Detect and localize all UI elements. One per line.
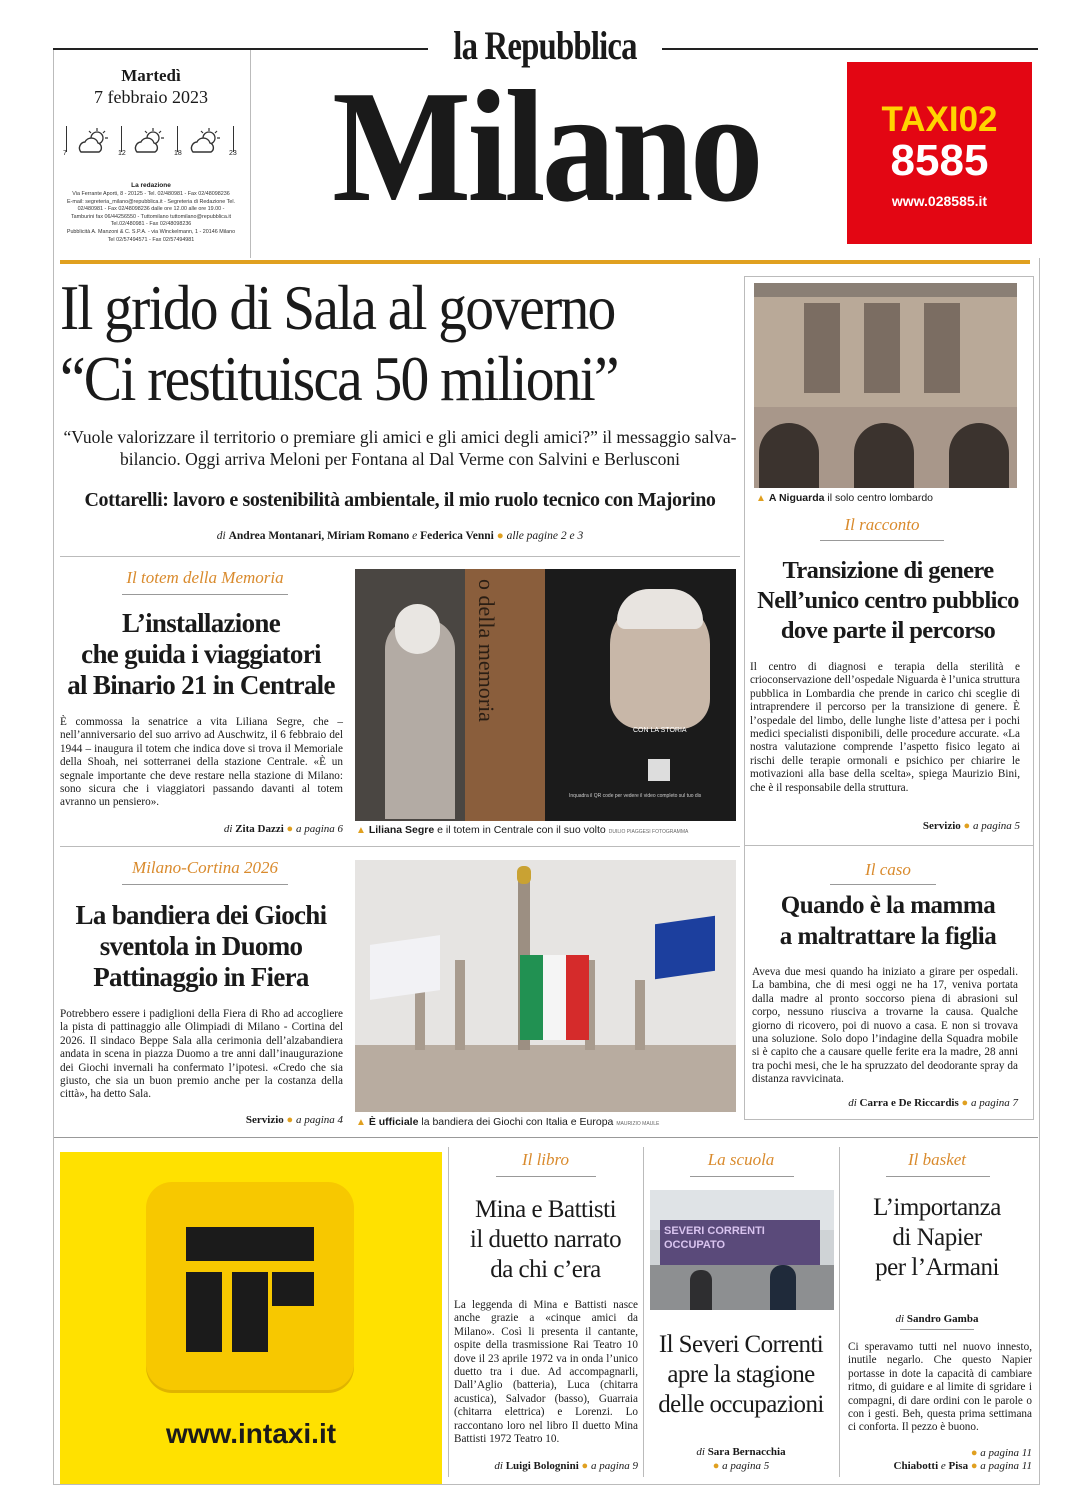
photo-cathedral-base — [355, 1045, 736, 1112]
divider — [744, 845, 1034, 846]
sig-prefix: di — [895, 1313, 905, 1325]
photo-banner-text: SEVERI CORRENTI OCCUPATO — [664, 1225, 765, 1251]
caption-triangle-icon: ▲ — [756, 493, 766, 504]
headline-line: per l’Armani — [875, 1254, 999, 1281]
temp-high: 23 — [229, 150, 237, 157]
redazione-line: Tel.02/480981 - Fax 02/48098236 — [110, 221, 192, 228]
redazione-line: 02/480981 - Fax 02/48098236 dalle ore 12.00 alle ore 19.00 - — [77, 206, 225, 213]
basket-body: Ci speravamo tutti nel nuovo innesto, inutile negarlo. Che questo Napier portasse in dote la capacità di cambiare ritmo, di guidare e al limite di sgridare i compagni, di dare ordini con le parole o con i gesti. Beh, questa prima settimana ci conforta. Il pezzo è buono. — [848, 1341, 1032, 1434]
redazione-line: Tel 02/57494571 - Fax 02/57494981 — [107, 236, 195, 243]
sig-prefix: di — [223, 823, 233, 835]
sig-page: a pagina 11 — [980, 1460, 1032, 1472]
intaxi-url: www.intaxi.it — [165, 1418, 337, 1449]
memoria-photo — [355, 569, 736, 821]
caption-bold: Liliana Segre — [368, 824, 435, 836]
bullet-dot: ● — [970, 1447, 978, 1459]
photo-totem-text: o della memoria — [474, 579, 499, 722]
headline-line: delle occupazioni — [658, 1391, 824, 1418]
photo-person — [690, 1270, 712, 1310]
lead-byline — [60, 530, 740, 542]
caso-signature — [752, 1097, 1018, 1109]
divider — [53, 1137, 1038, 1138]
caption-triangle-icon: ▲ — [356, 825, 366, 836]
sig-author: Zita Dazzi — [235, 823, 284, 835]
redazione-line: Via Ferrante Aporti, 8 - 20125 - Tel. 02/480981 - Fax 02/48098236 — [72, 191, 230, 197]
sig-page: a pagina 11 — [980, 1447, 1032, 1459]
kicker-underline — [496, 1176, 596, 1177]
weather-divider — [177, 126, 178, 152]
logo-stem — [232, 1272, 268, 1352]
headline-line: di Napier — [892, 1224, 982, 1251]
cortina-caption — [356, 1116, 736, 1128]
sig-author: Chiabotti — [893, 1460, 939, 1472]
headline-line: apre la stagione — [667, 1361, 815, 1388]
italian-flag-white — [543, 955, 566, 1040]
redazione-info — [55, 191, 247, 244]
byline-author: Federica Venni — [420, 530, 494, 542]
memoria-kicker: Il totem della Memoria — [126, 568, 284, 587]
redazione-line: E-mail: segreteria_milano@repubblica.it - Segreteria di Redazione Tel. — [66, 198, 236, 205]
photo-hair — [617, 589, 703, 629]
sig-page: a pagina 7 — [970, 1097, 1018, 1109]
scuola-signature — [643, 1445, 839, 1473]
sig-author: Carra e De Riccardis — [859, 1097, 959, 1109]
photo-screen-text: CON LA STORIA — [633, 727, 687, 734]
sig-author: Sandro Gamba — [906, 1313, 979, 1325]
headline-line: Transizione di genere — [782, 557, 994, 584]
column-rule — [643, 1147, 644, 1477]
libro-headline — [448, 1195, 643, 1285]
headline-line: La bandiera dei Giochi — [75, 900, 327, 930]
scuola-photo — [650, 1190, 834, 1310]
memoria-signature — [60, 823, 343, 835]
basket-kicker: Il basket — [907, 1150, 967, 1169]
headline-line: Il Severi Correnti — [658, 1331, 824, 1358]
sig-label: Servizio — [245, 1114, 284, 1126]
headline-line: che guida i viaggiatori — [81, 639, 321, 669]
headline-line: Pattinaggio in Fiera — [93, 962, 309, 992]
photo-credit: MAURIZIO MAULE — [616, 1121, 660, 1127]
bullet-dot: ● — [961, 1097, 969, 1109]
taxi-ad-url: www.028585.it — [891, 193, 988, 209]
intaxi-ad[interactable] — [60, 1152, 442, 1485]
weather-divider — [121, 126, 122, 152]
weather-divider — [233, 126, 234, 152]
basket-byline — [839, 1313, 1035, 1325]
sig-prefix: di — [696, 1446, 705, 1458]
memoria-headline — [56, 608, 346, 701]
kicker-underline — [122, 594, 288, 595]
partly-cloudy-icon — [131, 126, 171, 156]
logo-bar — [186, 1227, 314, 1261]
cortina-body: Potrebbero essere i padiglioni della Fiera di Rho ad accogliere la pista di pattinaggio alle Olimpiadi di Milano - Cortina del 2026. Il sindaco Beppe Sala alla cerimonia dell’alzabandiera andata in scena in piazza Duomo a tre anni dall’inaugurazione dei Giochi invernali ha confermato l’ipotesi. «Credo che sia giusto, che sia un buon premio anche per la costanza della città», ha detto Sala. — [60, 1008, 343, 1101]
photo-facade-top — [754, 283, 1017, 297]
kicker-underline — [690, 1176, 794, 1177]
photo-person — [770, 1265, 796, 1310]
memoria-caption — [356, 824, 736, 836]
headline-line: sventola in Duomo — [99, 931, 303, 961]
photo-arch — [854, 423, 914, 488]
partly-cloudy-icon — [75, 126, 115, 156]
sig-page: a pagina 9 — [590, 1460, 638, 1472]
bullet-dot: ● — [286, 1114, 294, 1126]
scuola-headline — [643, 1330, 839, 1420]
headline-line: L’importanza — [873, 1194, 1001, 1221]
niguarda-signature — [750, 820, 1020, 832]
sig-author: Sara Bernacchia — [707, 1446, 786, 1458]
photo-window — [864, 303, 900, 393]
partly-cloudy-icon — [187, 126, 227, 156]
niguarda-kicker: Il racconto — [844, 515, 920, 534]
weather-divider — [66, 126, 67, 152]
byline-underline — [900, 1329, 974, 1330]
photo-credit: DUILIO PIAGGESI FOTOGRAMMA — [608, 829, 689, 835]
cortina-headline — [56, 900, 346, 993]
headline-line: Quando è la mamma — [780, 892, 996, 919]
cortina-kicker: Milano-Cortina 2026 — [132, 858, 278, 877]
kicker-underline — [830, 884, 936, 885]
taxi-ad-line1: TAXI02 — [881, 100, 998, 139]
olympic-flag — [370, 935, 440, 1000]
bullet-dot: ● — [970, 1460, 978, 1472]
bullet-dot: ● — [963, 820, 971, 832]
photo-madonnina — [517, 866, 531, 884]
divider — [60, 846, 740, 847]
intaxi-logo-icon — [146, 1182, 354, 1390]
brand-logo: la Repubblica — [453, 23, 637, 68]
niguarda-headline — [744, 556, 1032, 646]
headline-line: L’installazione — [121, 608, 281, 638]
basket-headline — [839, 1193, 1035, 1283]
taxi-ad-line2: 8585 — [890, 136, 989, 185]
redazione-title: La redazione — [131, 182, 171, 189]
sig-label: Servizio — [922, 820, 961, 832]
lead-headline-1: Il grido di Sala al governo — [60, 272, 615, 343]
photo-arch — [759, 423, 819, 488]
photo-ground — [650, 1265, 834, 1310]
caption-bold: È ufficiale — [368, 1116, 419, 1128]
temp-high: 12 — [118, 150, 126, 157]
redazione-line: Tamburini fax 06/44256550 - Tuttomilano tuttomilano@repubblica.it — [70, 213, 232, 220]
orange-rule — [60, 260, 1030, 264]
caso-kicker: Il caso — [865, 860, 911, 879]
italian-flag-red — [566, 955, 589, 1040]
byline-prefix: di — [216, 530, 226, 542]
sig-conj: e — [940, 1460, 946, 1472]
bullet-dot: ● — [581, 1460, 589, 1472]
redazione-line: Pubblicità A. Manzoni & C. S.P.A. - via Winckelmann, 1 - 20146 Milano — [66, 228, 236, 235]
sig-prefix: di — [848, 1097, 857, 1109]
kicker-underline — [122, 884, 288, 885]
logo-arm — [272, 1272, 314, 1306]
photo-spire — [455, 960, 465, 1050]
logo-stem — [186, 1272, 222, 1352]
kicker-underline — [820, 540, 944, 541]
caption-triangle-icon: ▲ — [356, 1117, 366, 1128]
headline-line: Nell’unico centro pubblico — [757, 587, 1019, 614]
taxi-ad[interactable] — [847, 62, 1032, 244]
italian-flag-green — [520, 955, 543, 1040]
headline-line: a maltrattare la figlia — [779, 923, 997, 950]
sig-author: Pisa — [948, 1460, 969, 1472]
niguarda-photo — [754, 283, 1017, 488]
caption-bold: A Niguarda — [768, 492, 825, 504]
byline-authors: Andrea Montanari, Miriam Romano — [228, 530, 410, 542]
headline-line: al Binario 21 in Centrale — [67, 670, 335, 700]
memoria-body: È commossa la senatrice a vita Liliana Segre, che – nell’anniversario del suo arrivo ad Auschwitz, il 6 febbraio del 1944 – inaugura il totem che indica dove si trova il Memoriale della Shoah, nei sotterranei della stazione Centrale. «È un segnale importante che deve restare nella stazione di Milano: sono sicura che i viaggiatori passando davanti al totem avranno un pensiero». — [60, 716, 343, 809]
bullet-dot: ● — [712, 1460, 720, 1472]
photo-window — [924, 303, 960, 393]
edition-title: Milano — [332, 57, 760, 235]
masthead-rule-right — [662, 48, 1038, 50]
headline-line: dove parte il percorso — [780, 617, 996, 644]
basket-signature-2 — [848, 1460, 1032, 1472]
lead-summary: “Vuole valorizzare il territorio o premiare gli amici e gli amici degli amici?” il messaggio salva-bilancio. Oggi arriva Meloni per Fontana al Dal Verme con Salvini e Berlusconi — [63, 427, 737, 469]
photo-screen-note: Inquadra il QR code per vedere il video completo sul tuo dis — [569, 793, 702, 799]
headline-line: Mina e Battisti — [474, 1196, 617, 1223]
basket-signature-1 — [848, 1447, 1032, 1459]
qr-code-icon — [648, 759, 670, 781]
cortina-signature — [60, 1114, 343, 1126]
caso-headline — [744, 890, 1032, 952]
lead-headline-2: “Ci restituisca 50 milioni” — [60, 343, 618, 414]
photo-spire — [635, 980, 645, 1050]
sig-prefix: di — [494, 1460, 503, 1472]
caption-text: la bandiera dei Giochi con Italia e Europa — [421, 1116, 614, 1128]
sig-page: a pagina 5 — [722, 1460, 770, 1472]
date-full: 7 febbraio 2023 — [94, 87, 208, 107]
scuola-kicker: La scuola — [707, 1150, 775, 1169]
byline-conj: e — [412, 530, 418, 542]
caption-text: il solo centro lombardo — [827, 492, 934, 504]
libro-kicker: Il libro — [521, 1150, 570, 1169]
sig-page: a pagina 4 — [295, 1114, 343, 1126]
caption-text: e il totem in Centrale con il suo volto — [437, 824, 606, 836]
byline-pages: alle pagine 2 e 3 — [506, 530, 584, 542]
temp-low: 7 — [63, 150, 67, 157]
sig-page: a pagina 5 — [972, 820, 1020, 832]
libro-signature — [454, 1460, 638, 1472]
photo-window — [804, 303, 840, 393]
niguarda-body: Il centro di diagnosi e terapia della sterilità e crioconservazione dell’ospedale Niguarda è l’unica struttura pubblica in Lombardia che prende in carico chi sceglie di intraprendere il percorso per la transizione di genere. È l’ospedale del limbo, delle lunghe liste d’attesa per i pochi medici specialisti disponibili, delle procedure accurate. «La nostra valutazione comprende l’aspetto fisico legato ai rischi delle terapie ormonali e psichico per chiarire le motivazioni alla base della scelta», spiega Maurizio Bini, che è il responsabile della struttura. — [750, 661, 1020, 794]
cortina-photo — [355, 860, 736, 1112]
headline-line: da chi c’era — [490, 1256, 601, 1283]
sig-author: Luigi Bolognini — [505, 1460, 579, 1472]
photo-arch — [949, 423, 1009, 488]
bullet-dot: ● — [496, 530, 504, 542]
date-day: Martedì — [121, 66, 181, 85]
lead-subhead: Cottarelli: lavoro e sostenibilità ambientale, il mio ruolo tecnico con Majorino — [84, 489, 716, 511]
kicker-underline — [886, 1176, 990, 1177]
temp-low: 18 — [174, 150, 182, 157]
headline-line: il duetto narrato — [469, 1226, 622, 1253]
niguarda-caption — [756, 492, 1026, 504]
libro-body: La leggenda di Mina e Battisti nasce anche grazie a «cinque amici da Milano». Così li presenta il cantante, ospite della trasmissione Rai Teatro 10 dove il 23 aprile 1972 va in onda l’unico duetto tra i due. Ad accompagnarli, Dall’Aglio (batteria), Luca (chitarra acustica), Salvador (basso), Guarraia (chitarra elettrica) e Lorenzi. Lo raccontano loro nel libro Il duetto Mina Battisti 1972 Teatro 10. — [454, 1299, 638, 1446]
divider — [60, 556, 740, 557]
photo-person-head — [395, 604, 440, 654]
eu-flag — [655, 916, 715, 979]
caso-body: Aveva due mesi quando ha iniziato a girare per ospedali. La bambina, che di mesi oggi ne ha 17, veniva portata dalla madre al pronto soccorso piena di abrasioni sul corpo, nessuno riusciva a trovarne la causa. Qualche giorno di ricovero, poi di nuovo a casa. E non si trovava una soluzione. Solo dopo l’indagine della Squadra mobile si è capito che a causare quelle ferite era la madre, 28 anni tra pochi mesi, che le ha spruzzato del deodorante spray da distanza ravvicinata. — [752, 966, 1018, 1086]
bullet-dot: ● — [286, 823, 294, 835]
sig-page: a pagina 6 — [295, 823, 343, 835]
weather-strip — [63, 124, 243, 160]
